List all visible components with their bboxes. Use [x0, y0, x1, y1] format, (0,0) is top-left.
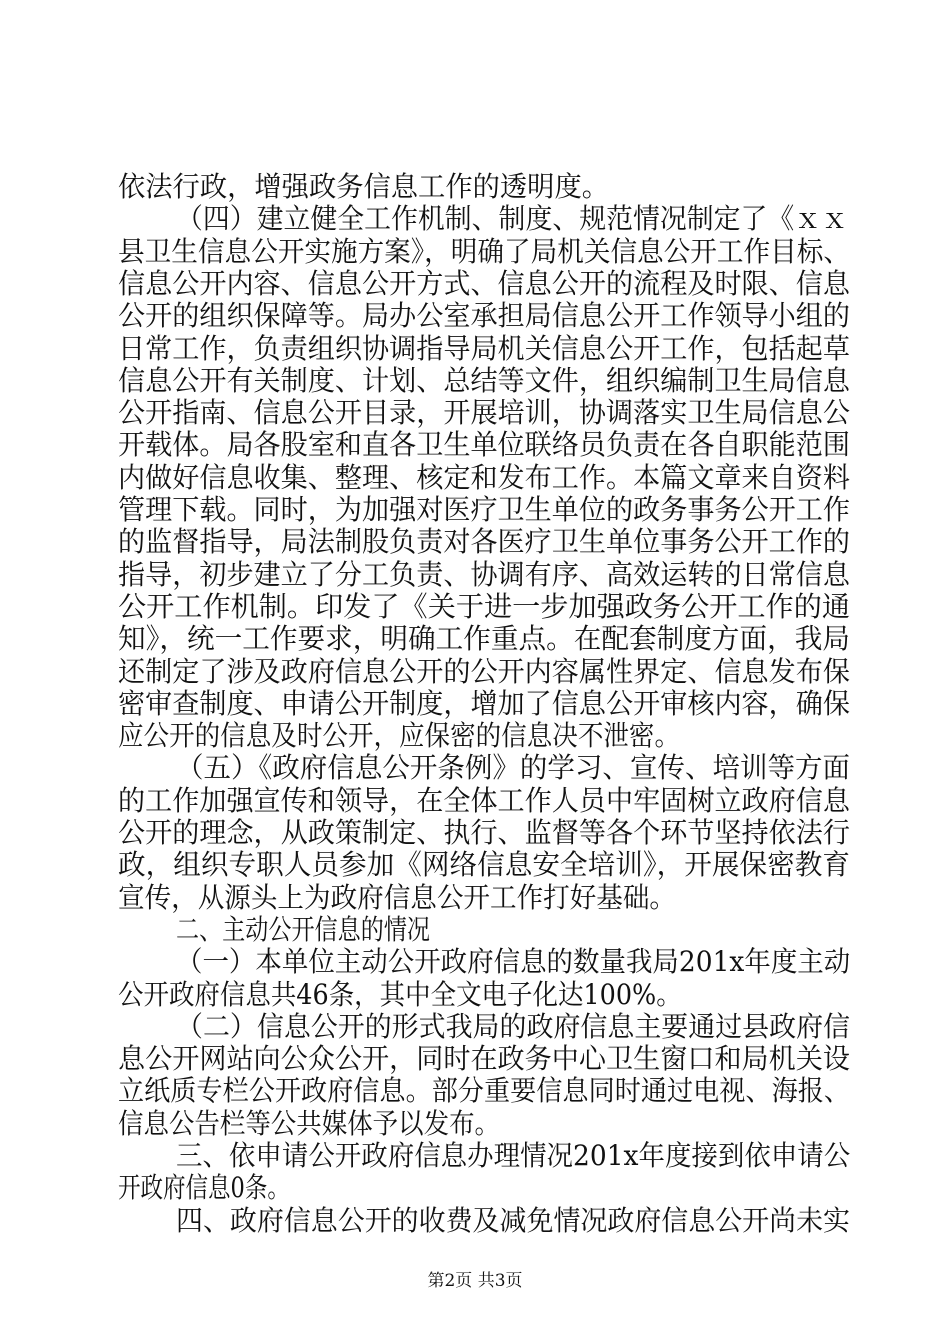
text-line: 县卫生信息公开实施方案》，明确了局机关信息公开工作目标、	[118, 234, 851, 268]
text-line: 日常工作，负责组织协调指导局机关信息公开工作，包括起草	[118, 331, 851, 365]
text-line: 公开指南、信息公开目录，开展培训，协调落实卫生局信息公	[118, 396, 851, 430]
text-line: 的工作加强宣传和领导，在全体工作人员中牢固树立政府信息	[118, 783, 851, 817]
text-line: （一）本单位主动公开政府信息的数量我局201x年度主动	[176, 945, 851, 979]
text-line: 四、政府信息公开的收费及减免情况政府信息公开尚未实	[176, 1203, 851, 1237]
text-line: 指导，初步建立了分工负责、协调有序、高效运转的日常信息	[118, 557, 851, 591]
text-line: （五）《政府信息公开条例》的学习、宣传、培训等方面	[176, 751, 851, 785]
text-line: 二、主动公开信息的情况	[176, 912, 431, 946]
text-line: 三、依申请公开政府信息办理情况201x年度接到依申请公	[176, 1139, 851, 1172]
text-line: 公开的理念，从政策制定、执行、监督等各个环节坚持依法行	[118, 816, 851, 849]
text-line: 开载体。局各股室和直各卫生单位联络员负责在各自职能范围	[118, 428, 851, 462]
text-line: 公开的组织保障等。局办公室承担局信息公开工作领导小组的	[118, 299, 851, 333]
text-line: 开政府信息0条。	[118, 1171, 290, 1205]
text-line: 还制定了涉及政府信息公开的公开内容属性界定、信息发布保	[118, 654, 851, 688]
text-line: 内做好信息收集、整理、核定和发布工作。本篇文章来自资料	[118, 460, 851, 494]
text-line: 信息公告栏等公共媒体予以发布。	[118, 1106, 501, 1140]
text-line: 密审查制度、申请公开制度，增加了信息公开审核内容，确保	[118, 686, 851, 720]
page-footer: 第2页 共3页	[427, 1271, 523, 1291]
text-line: （二）信息公开的形式我局的政府信息主要通过县政府信	[176, 1009, 851, 1043]
text-line: 公开工作机制。印发了《关于进一步加强政务公开工作的通	[118, 589, 851, 623]
text-line: 依法行政，增强政务信息工作的透明度。	[118, 170, 610, 203]
text-line: （四）建立健全工作机制、制度、规范情况制定了《ｘｘ	[176, 202, 849, 236]
text-line: 政，组织专职人员参加《网络信息安全培训》，开展保密教育	[118, 848, 851, 882]
text-line: 宣传，从源头上为政府信息公开工作打好基础。	[118, 880, 677, 914]
text-line: 管理下载。同时，为加强对医疗卫生单位的政务事务公开工作	[118, 493, 851, 526]
text-line: 信息公开有关制度、计划、总结等文件，组织编制卫生局信息	[118, 363, 851, 397]
text-line: 信息公开内容、信息公开方式、信息公开的流程及时限、信息	[118, 266, 851, 300]
text-line: 立纸质专栏公开政府信息。部分重要信息同时通过电视、海报、	[118, 1074, 851, 1108]
text-line: 公开政府信息共46条，其中全文电子化达100%。	[118, 977, 682, 1011]
text-line: 知》，统一工作要求，明确工作重点。在配套制度方面，我局	[118, 622, 851, 656]
text-line: 的监督指导，局法制股负责对各医疗卫生单位事务公开工作的	[118, 525, 851, 559]
text-line: 应公开的信息及时公开，应保密的信息决不泄密。	[118, 719, 681, 753]
text-line: 息公开网站向公众公开，同时在政务中心卫生窗口和局机关设	[118, 1042, 851, 1076]
